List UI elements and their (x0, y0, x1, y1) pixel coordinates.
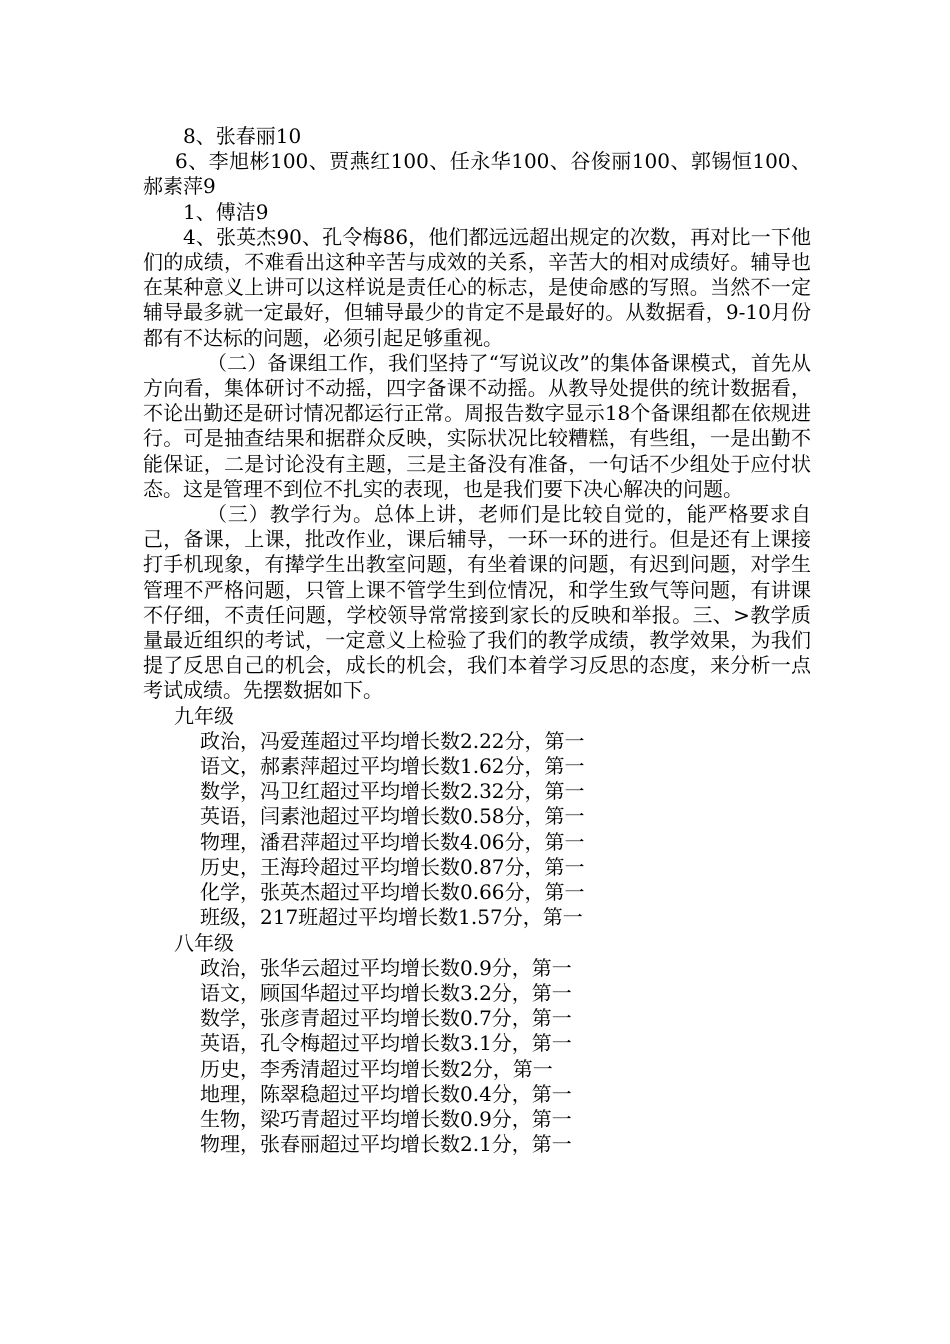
list-item: 语文，郝素萍超过平均增长数1.62分，第一 (200, 754, 585, 779)
list-item: 地理，陈翠稳超过平均增长数0.4分，第一 (200, 1081, 572, 1106)
list-item: 政治，张华云超过平均增长数0.9分，第一 (200, 955, 572, 980)
list-item: 物理，张春丽超过平均增长数2.1分，第一 (200, 1132, 572, 1157)
list-item: 生物，梁巧青超过平均增长数0.9分，第一 (200, 1106, 572, 1131)
list-item: 政治，冯爱莲超过平均增长数2.22分，第一 (200, 728, 585, 753)
list-item: 英语，闫素池超过平均增长数0.58分，第一 (200, 804, 585, 829)
paragraph: （三）教学行为。总体上讲，老师们是比较自觉的，能严格要求自己，备课，上课，批改作业，课后辅导，一环一环的进行。但是还有上课接打手机现象，有撵学生出教室问题，有坐着课的问题，有迟到问题，对学生管理不严格问题，只管上课不管学生到位情况，和学生致气等问题，有讲课不仔细，不责任问题，学校领导常常接到家长的反映和举报。三、>教学质量最近组织的考试，一定意义上检验了我们的教学成绩，教学效果，为我们提了反思自己的机会，成长的机会，我们本着学习反思的态度，来分析一点考试成绩。先摆数据如下。 (143, 502, 811, 703)
grade-9-heading: 九年级 (174, 703, 234, 728)
list-item: 物理，潘君萍超过平均增长数4.06分，第一 (200, 829, 585, 854)
paragraph: 6、李旭彬100、贾燕红100、任永华100、谷俊丽100、郭锡恒100、郝素萍9 (143, 149, 811, 199)
paragraph: 8、张春丽10 (183, 124, 302, 148)
paragraph: 1、傅洁9 (183, 199, 269, 224)
list-item: 历史，王海玲超过平均增长数0.87分，第一 (200, 854, 585, 879)
grade-8-list (143, 956, 811, 1158)
list-item: 历史，李秀清超过平均增长数2分，第一 (200, 1056, 553, 1081)
list-item: 英语，孔令梅超过平均增长数3.1分，第一 (200, 1031, 572, 1056)
grade-8-heading: 八年级 (174, 930, 234, 955)
list-item: 化学，张英杰超过平均增长数0.66分，第一 (200, 880, 585, 905)
list-item: 数学，冯卫红超过平均增长数2.32分，第一 (200, 779, 585, 804)
paragraph: 4、张英杰90、孔令梅86，他们都远远超出规定的次数，再对比一下他们的成绩，不难看出这种辛苦与成效的关系，辛苦大的相对成绩好。辅导也在某种意义上讲可以这样说是责任心的标志，是使命感的写照。当然不一定辅导最多就一定最好，但辅导最少的肯定不是最好的。从数据看，9-10月份都有不达标的问题，必须引起足够重视。 (143, 224, 811, 350)
document-page (143, 124, 811, 1157)
list-item: 班级，217班超过平均增长数1.57分，第一 (200, 905, 583, 930)
list-item: 语文，顾国华超过平均增长数3.2分，第一 (200, 980, 572, 1005)
grade-9-list (143, 729, 811, 931)
paragraph: （二）备课组工作，我们坚持了“写说议改”的集体备课模式，首先从方向看，集体研讨不动摇，四字备课不动摇。从教导处提供的统计数据看，不论出勤还是研讨情况都运行正常。周报告数字显示18个备课组都在依规进行。可是抽查结果和据群众反映，实际状况比较糟糕，有些组，一是出勤不能保证，二是讨论没有主题，三是主备没有准备，一句话不少组处于应付状态。这是管理不到位不扎实的表现，也是我们要下决心解决的问题。 (143, 350, 811, 501)
list-item: 数学，张彦青超过平均增长数0.7分，第一 (200, 1006, 572, 1031)
